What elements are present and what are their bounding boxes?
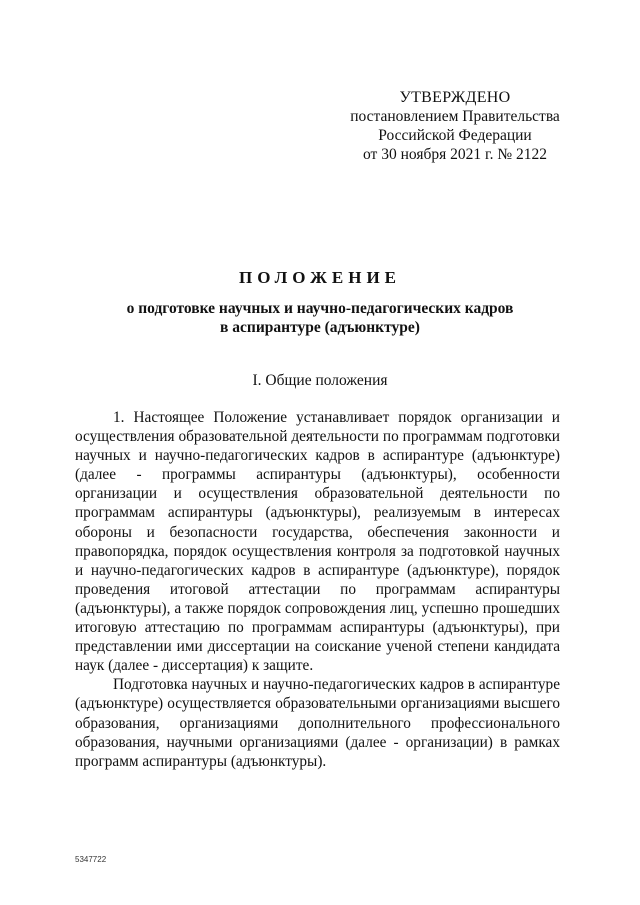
subtitle-line-1: о подготовке научных и научно-педагогических кадров [126,300,514,317]
document-body [75,408,560,771]
approval-block [335,88,575,164]
approval-heading: УТВЕРЖДЕНО [399,89,511,106]
document-title: ПОЛОЖЕНИЕ [239,268,401,287]
document-subtitle [0,299,640,337]
section-heading: I. Общие положения [252,372,388,389]
approval-line-3: от 30 ноября 2021 г. № 2122 [363,146,547,163]
subtitle-line-2: в аспирантуре (адъюнктуре) [220,319,420,336]
paragraph-1: 1. Настоящее Положение устанавливает порядок организации и осуществления образовательной деятельности по программам подготовки научных и научно-педагогических кадров в аспирантуре (адъюнктуре) (далее - программы аспирантуры (адъюнктуры), особенности организации и осуществления образовательной деятельности по программам аспирантуры (адъюнктуры), реализуемым в интересах обороны и безопасности государства, обеспечения законности и правопорядка, порядок осуществления контроля за подготовкой научных и научно-педагогических кадров в аспирантуре (адъюнктуре), порядок проведения итоговой аттестации по программам аспирантуры (адъюнктуры), а также порядок сопровождения лиц, успешно прошедших итоговую аттестацию по программам аспирантуры (адъюнктуры), при представлении ими диссертации на соискание ученой степени кандидата наук (далее - диссертация) к защите. [75,409,560,675]
approval-line-2: Российской Федерации [378,127,532,144]
document-code: 5347722 [75,855,107,864]
approval-line-1: постановлением Правительства [350,108,560,125]
paragraph-2: Подготовка научных и научно-педагогических кадров в аспирантуре (адъюнктуре) осуществляется образовательными организациями высшего образования, организациями дополнительного профессионального образования, научными организациями (далее - организации) в рамках программ аспирантуры (адъюнктуры). [75,676,560,770]
